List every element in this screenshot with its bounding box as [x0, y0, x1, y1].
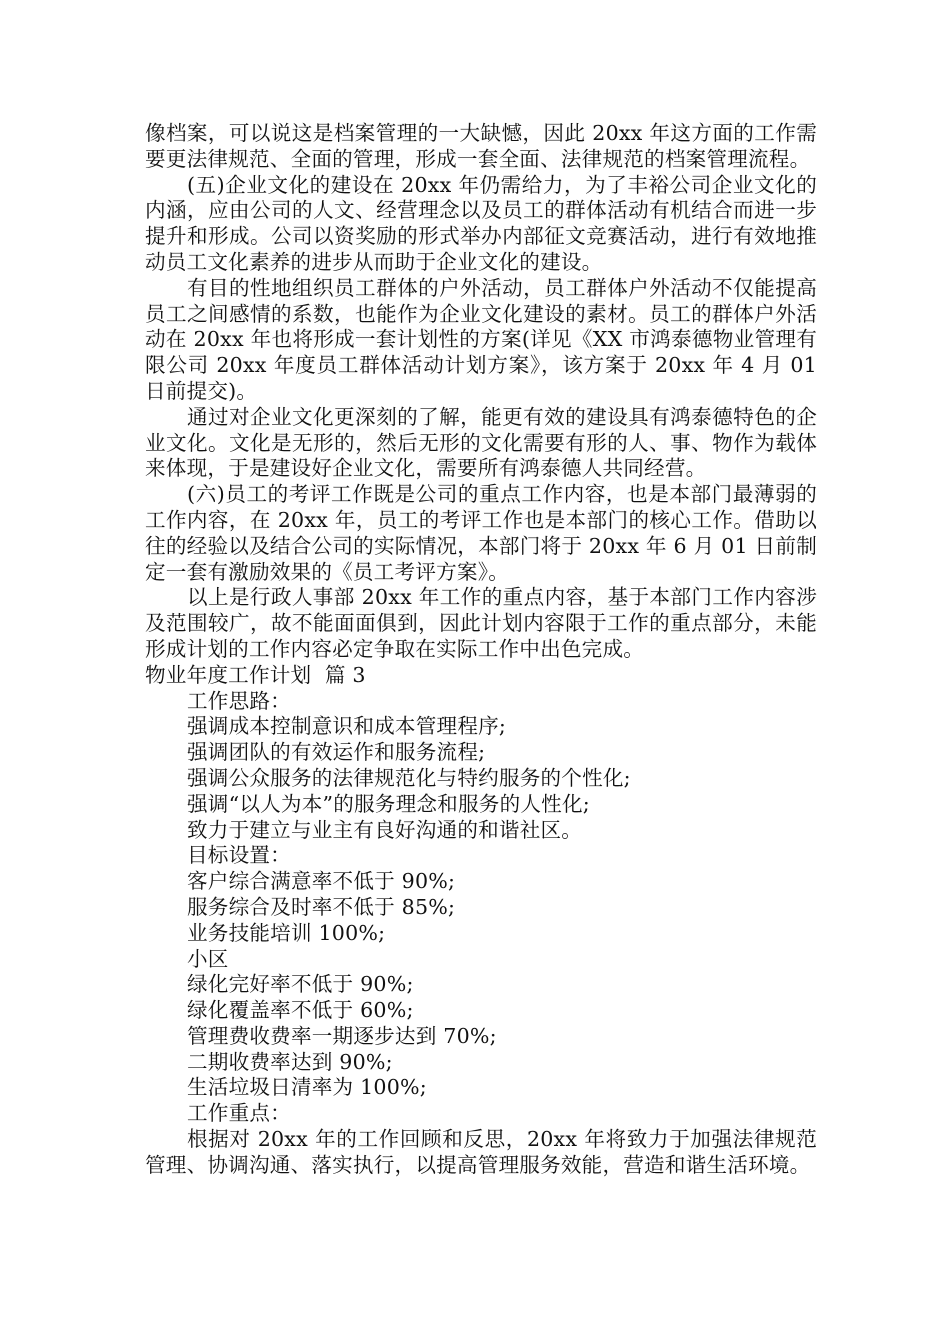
list-item: 工作重点：: [187, 1101, 291, 1126]
list-item: 强调团队的有效运作和服务流程;: [187, 740, 486, 765]
list-item: 强调“以人为本”的服务理念和服务的人性化;: [187, 791, 590, 816]
list-item: 绿化完好率不低于 90%;: [187, 972, 414, 997]
paragraph-employee-evaluation: (六)员工的考评工作既是公司的重点工作内容，也是本部门最薄弱的工作内容，在 20xx 年，员工的考评工作也是本部门的核心工作。借助以往的经验以及结合公司的实际情况，本部门将于 20xx 年 6 月 01 日前制定一套有激励效果的《员工考评方案》。: [145, 482, 817, 584]
list-item: 致力于建立与业主有良好沟通的和谐社区。: [187, 817, 583, 842]
list-item: 工作思路：: [187, 688, 291, 713]
list-item: 生活垃圾日清率为 100%;: [187, 1075, 427, 1100]
paragraph-corporate-culture: (五)企业文化的建设在 20xx 年仍需给力，为了丰裕公司企业文化的内涵，应由公司的人文、经营理念以及员工的群体活动有机结合而进一步提升和形成。公司以资奖励的形式举办内部征文竞赛活动，进行有效地推动员工文化素养的进步从而助于企业文化的建设。: [145, 172, 817, 274]
list-item: 管理费收费率一期逐步达到 70%;: [187, 1023, 497, 1048]
paragraph-archive-continuation: 像档案，可以说这是档案管理的一大缺憾，因此 20xx 年这方面的工作需要更法律规范、全面的管理，形成一套全面、法律规范的档案管理流程。: [145, 121, 817, 171]
list-item: 客户综合满意率不低于 90%;: [187, 869, 456, 894]
document-body: [145, 121, 817, 1179]
list-item: 强调成本控制意识和成本管理程序;: [187, 714, 507, 739]
list-item: 业务技能培训 100%;: [187, 920, 386, 945]
section-heading: 物业年度工作计划 篇 3: [145, 662, 366, 687]
paragraph-summary: 以上是行政人事部 20xx 年工作的重点内容，基于本部门工作内容涉及范围较广，故不能面面俱到，因此计划内容限于工作的重点部分，未能形成计划的工作内容必定争取在实际工作中出色完成。: [145, 585, 817, 661]
list-item: 强调公众服务的法律规范化与特约服务的个性化;: [187, 765, 631, 790]
paragraph-culture-understanding: 通过对企业文化更深刻的了解，能更有效的建设具有鸿泰德特色的企业文化。文化是无形的，然后无形的文化需要有形的人、事、物作为载体来体现，于是建设好企业文化，需要所有鸿泰德人共同经营。: [145, 404, 817, 481]
list-item: 小区: [187, 946, 229, 971]
list-item: 绿化覆盖率不低于 60%;: [187, 998, 414, 1023]
list-item: 目标设置：: [187, 843, 291, 868]
paragraph-outdoor-activities: 有目的性地组织员工群体的户外活动，员工群体户外活动不仅能提高员工之间感情的系数，也能作为企业文化建设的素材。员工的群体户外活动在 20xx 年也将形成一套计划性的方案(详见《XX 市鸿泰德物业管理有限公司 20xx 年度员工群体活动计划方案》，该方案于 20xx 年 4 月 01 日前提交)。: [145, 275, 817, 403]
list-item: 服务综合及时率不低于 85%;: [187, 894, 456, 919]
paragraph-work-focus: 根据对 20xx 年的工作回顾和反思，20xx 年将致力于加强法律规范管理、协调沟通、落实执行，以提高管理服务效能，营造和谐生活环境。: [145, 1127, 817, 1177]
list-item: 二期收费率达到 90%;: [187, 1049, 393, 1074]
